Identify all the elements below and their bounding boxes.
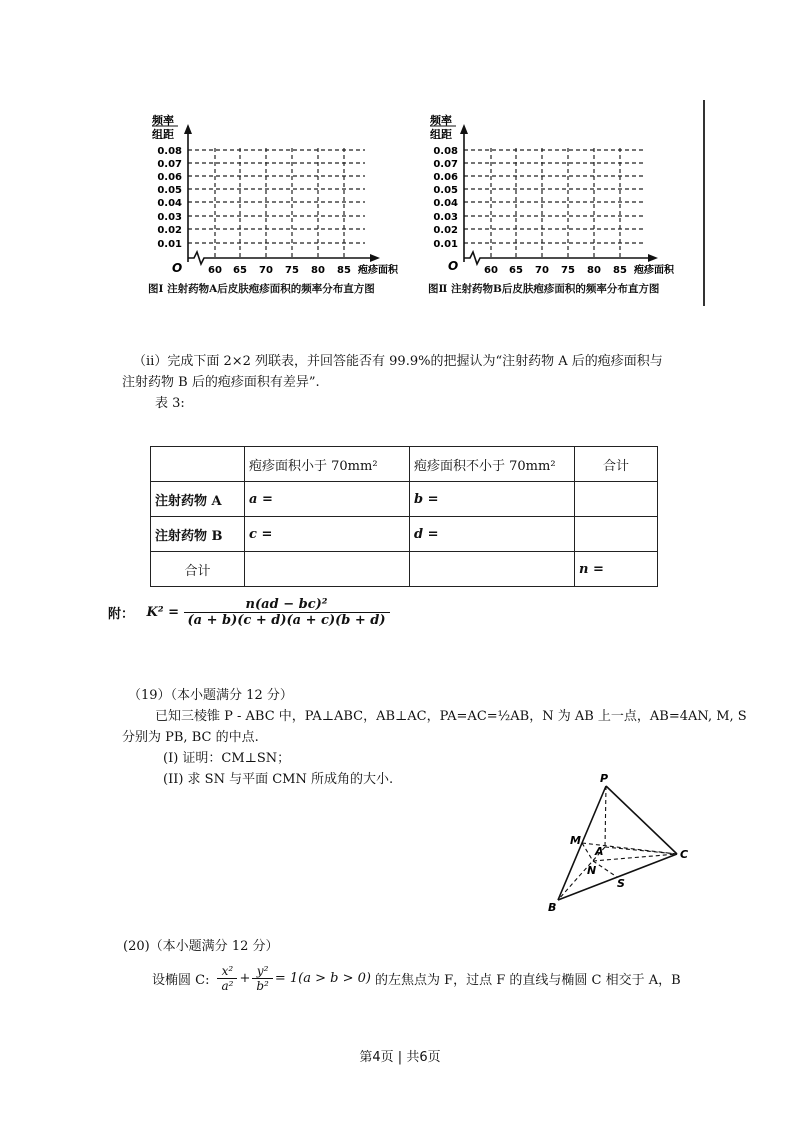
- vertex-a: A: [595, 845, 604, 858]
- q20-title: (20)（本小题满分 12 分）: [123, 939, 279, 954]
- chart-1-caption: 图Ⅰ 注射药物A后皮肤疱疹面积的频率分布直方图: [148, 283, 375, 295]
- chart-2-xlabel: 疱疹面积: [634, 265, 674, 276]
- chart-2-ytick: 0.07: [433, 159, 458, 170]
- chart-1-xtick: 85: [337, 265, 351, 276]
- q18ii-line1: （ⅱ）完成下面 2×2 列联表，并回答能否有 99.9%的把握认为“注射药物 A 后的疱疹面积与: [133, 354, 663, 369]
- formula-lhs: K² =: [146, 605, 179, 620]
- chart-2-xtick: 80: [587, 265, 601, 276]
- table-cell: [410, 552, 575, 587]
- q19-title: （19）（本小题满分 12 分）: [128, 688, 293, 703]
- histogram-chart-2: [418, 110, 708, 300]
- q20-y-num: y²: [252, 964, 273, 979]
- table-header-cell: 合计: [575, 447, 658, 482]
- vertex-b: B: [548, 901, 557, 914]
- q18ii-line2: 注射药物 B 后的疱疹面积有差异”.: [122, 375, 320, 390]
- chart-1-origin: O: [172, 261, 183, 275]
- q20-tail: 的左焦点为 F，过点 F 的直线与椭圆 C 相交于 A，B: [374, 973, 681, 988]
- chart-1-ytick: 0.05: [157, 185, 182, 196]
- table-header-cell: 疱疹面积小于 70mm²: [245, 447, 410, 482]
- table-cell: [575, 482, 658, 517]
- vertex-n: N: [587, 864, 597, 877]
- table-cell: d =: [410, 517, 575, 552]
- formula-prefix: 附：: [108, 607, 135, 622]
- table-cell: a =: [245, 482, 410, 517]
- table-row-label: 注射药物 B: [151, 517, 245, 552]
- table-row: [151, 517, 658, 552]
- chart-2-ytick: 0.02: [433, 225, 458, 236]
- formula-numerator: n(ad − bc)²: [184, 597, 390, 613]
- chart-2-xtick: 75: [561, 265, 575, 276]
- chart-1-grid: [188, 148, 365, 258]
- table-cell: n =: [575, 552, 658, 587]
- q20-x-num: x²: [217, 964, 237, 979]
- contingency-table: [150, 446, 658, 587]
- vertex-p: P: [600, 772, 609, 785]
- chart-2-grid: [464, 148, 643, 258]
- chart-2-ylabel-top: 频率: [430, 114, 452, 127]
- chart-1-xtick: 75: [285, 265, 299, 276]
- chart-1-xlabel: 疱疹面积: [358, 265, 398, 276]
- table-header-cell: 疱疹面积不小于 70mm²: [410, 447, 575, 482]
- chart-2-ytick: 0.04: [433, 198, 458, 209]
- histogram-chart-1: [140, 110, 430, 300]
- chart-2-ytick: 0.08: [433, 146, 458, 157]
- chart-2-xtick: 65: [509, 265, 523, 276]
- chart-1-ytick: 0.08: [157, 146, 182, 157]
- chart-1-xtick: 80: [311, 265, 325, 276]
- q19-part2: (II) 求 SN 与平面 CMN 所成角的大小.: [163, 772, 394, 787]
- vertical-rule: [703, 100, 705, 306]
- q20-line: 设椭圆 C: $\frac{\text{x²}}{\text{a²}}$ + $\frac{\text{y²}}{\text{b²}}$ = 1(a > b > 0) 的左焦点为 F，过点 F 的直线与椭圆 C 相交于 A，B: [152, 964, 681, 993]
- chart-1-ytick: 0.06: [157, 172, 182, 183]
- q19-line1: 已知三棱锥 P - ABC 中，PA⊥ABC，AB⊥AC，PA=AC=½AB，N 为 AB 上一点，AB=4AN, M, S: [155, 709, 747, 724]
- chart-1-xtick: 60: [208, 265, 222, 276]
- q20-rhs: = 1(a > b > 0): [274, 971, 371, 986]
- chart-1-ytick: 0.01: [157, 239, 182, 250]
- pyramid-figure: [540, 770, 700, 915]
- chart-1-ytick: 0.04: [157, 198, 182, 209]
- table-cell: b =: [410, 482, 575, 517]
- vertex-m: M: [570, 834, 581, 847]
- table-label: 表 3:: [155, 396, 185, 411]
- chart-2-origin: O: [448, 259, 459, 273]
- chart-2-ytick: 0.03: [433, 212, 458, 223]
- q20-y-den: b²: [256, 979, 269, 993]
- chart-2-xtick: 85: [613, 265, 627, 276]
- table-row: [151, 447, 658, 482]
- q20-x-den: a²: [221, 979, 234, 993]
- chart-1-xtick: 70: [259, 265, 273, 276]
- chart-2-ylabel-bottom: 组距: [430, 128, 452, 141]
- q19-line2: 分别为 PB, BC 的中点.: [122, 730, 259, 745]
- chart-2-caption: 图Ⅱ 注射药物B后皮肤疱疹面积的频率分布直方图: [428, 283, 660, 295]
- table-row-label: 注射药物 A: [151, 482, 245, 517]
- table-cell: [575, 517, 658, 552]
- table-cell: [151, 447, 245, 482]
- page-footer: 第4页 | 共6页: [359, 1050, 441, 1065]
- chart-2-xtick: 70: [535, 265, 549, 276]
- chart-1-ylabel-bottom: 组距: [152, 128, 174, 141]
- chart-2-xtick: 60: [484, 265, 498, 276]
- chart-2-ytick: 0.06: [433, 172, 458, 183]
- chart-1-ytick: 0.02: [157, 225, 182, 236]
- table-cell: [245, 552, 410, 587]
- table-row-label: 合计: [151, 552, 245, 587]
- chart-1-xtick: 65: [233, 265, 247, 276]
- table-cell: c =: [245, 517, 410, 552]
- chart-1-ylabel-top: 频率: [152, 114, 174, 127]
- chart-1-ytick: 0.07: [157, 159, 182, 170]
- q19-part1: (I) 证明：CM⊥SN；: [163, 751, 291, 766]
- vertex-c: C: [680, 848, 689, 861]
- table-row: [151, 482, 658, 517]
- chart-2-ytick: 0.05: [433, 185, 458, 196]
- chart-2-ytick: 0.01: [433, 239, 458, 250]
- formula-denominator: (a + b)(c + d)(a + c)(b + d): [187, 613, 386, 628]
- q20-lead: 设椭圆 C:: [152, 973, 210, 988]
- k-squared-formula: [108, 597, 390, 628]
- vertex-s: S: [617, 877, 625, 890]
- table-row: [151, 552, 658, 587]
- chart-1-ytick: 0.03: [157, 212, 182, 223]
